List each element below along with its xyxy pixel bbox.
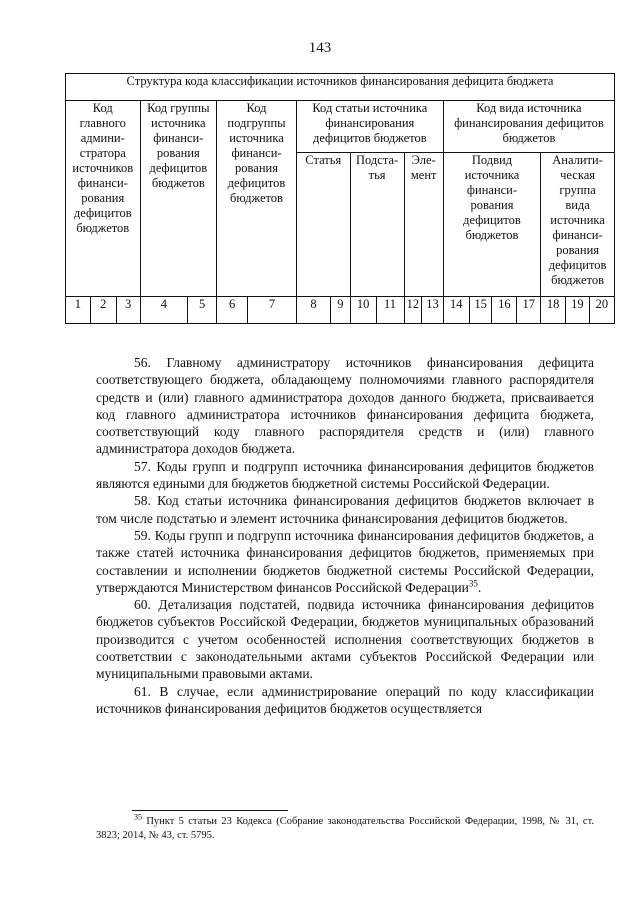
paragraph-58: 58. Код статьи источника финансирования дефицитов бюджетов включает в том числе подстатью и элемент источника финансирования дефицитов бюджетов. bbox=[96, 493, 594, 526]
column-number: 16 bbox=[492, 297, 517, 324]
subheader-article: Статья bbox=[296, 153, 350, 297]
header-admin-code: Код главного админи- стратора источников финанси- рования дефицитов бюджетов bbox=[66, 101, 141, 297]
column-number: 7 bbox=[248, 297, 297, 324]
column-number: 3 bbox=[116, 297, 140, 324]
footnote-separator bbox=[132, 810, 288, 811]
subheader-subarticle: Подста- тья bbox=[350, 153, 404, 297]
footnote-text: Пункт 5 статьи 23 Кодекса (Собрание законодательства Российской Федерации, 1998, № 31, ст. 3823; 2014, № 43, ст. 5795. bbox=[96, 816, 594, 841]
paragraph-60: 60. Детализация подстатей, подвида источника финансирования дефицитов бюджетов субъектов Российской Федерации, бюджетов муниципальных образований производится с учетом особенностей исполнения соответствующих бюджетов в соответствии с законодательными актами субъектов Российской Федерации или муниципальными правовыми актами. bbox=[96, 597, 594, 682]
column-number: 10 bbox=[350, 297, 376, 324]
column-number: 6 bbox=[217, 297, 248, 324]
paragraph-59-text: 59. Коды групп и подгрупп источника финансирования дефицитов бюджетов, а также статей источника финансирования дефицитов бюджетов, применяемых при составлении и исполнении бюджетов бюджетной системы Российской Федерации, утверждаются Министерством финансов Российской Федерации bbox=[96, 527, 594, 595]
footnote bbox=[96, 812, 594, 843]
column-number: 1 bbox=[66, 297, 91, 324]
column-number: 11 bbox=[376, 297, 404, 324]
footnote-marker: 35 bbox=[134, 812, 142, 822]
header-subgroup-code: Код подгруппы источника финанси- рования дефицитов бюджетов bbox=[217, 101, 297, 297]
column-number: 18 bbox=[541, 297, 566, 324]
column-number: 13 bbox=[422, 297, 444, 324]
paragraph-59-tail: . bbox=[477, 579, 482, 595]
column-number: 19 bbox=[565, 297, 589, 324]
column-number: 12 bbox=[404, 297, 422, 324]
column-number: 8 bbox=[296, 297, 330, 324]
paragraph-61: 61. В случае, если администрирование операций по коду классификации источников финансирования дефицитов бюджетов осуществляется bbox=[96, 683, 594, 716]
document-body bbox=[96, 354, 594, 717]
column-number: 5 bbox=[188, 297, 217, 324]
table-caption: Структура кода классификации источников финансирования дефицита бюджета bbox=[66, 74, 615, 101]
header-article-code: Код статьи источника финансирования дефицитов бюджетов bbox=[296, 101, 443, 153]
header-type-code: Код вида источника финансирования дефицитов бюджетов bbox=[443, 101, 614, 153]
subheader-analytic-group: Аналити- ческая группа вида источника финанси- рования дефицитов бюджетов bbox=[541, 153, 615, 297]
classification-structure-table bbox=[65, 73, 615, 324]
column-number: 14 bbox=[443, 297, 469, 324]
column-number: 2 bbox=[90, 297, 116, 324]
page-number: 143 bbox=[308, 40, 332, 56]
column-number: 20 bbox=[589, 297, 614, 324]
column-number: 17 bbox=[517, 297, 541, 324]
header-group-code: Код группы источника финанси- рования дефицитов бюджетов bbox=[140, 101, 217, 297]
subheader-element: Эле- мент bbox=[404, 153, 443, 297]
column-number: 15 bbox=[469, 297, 492, 324]
footnote-reference: 35 bbox=[468, 578, 478, 589]
column-number: 9 bbox=[331, 297, 351, 324]
subheader-subtype: Подвид источника финанси- рования дефицитов бюджетов bbox=[443, 153, 540, 297]
column-number: 4 bbox=[140, 297, 188, 324]
paragraph-57: 57. Коды групп и подгрупп источника финансирования дефицитов бюджетов являются едиными для бюджетов бюджетной системы Российской Федерации. bbox=[96, 458, 594, 492]
paragraph-56: 56. Главному администратору источников финансирования дефицита соответствующего бюджета, обладающему полномочиями главного распорядителя средств и (или) главного администратора доходов данного бюджета, присваивается код главного администратора источников финансирования дефицита бюджета, соответствующий коду главного распорядителя средств и (или) главного администратора доходов бюджета. bbox=[96, 355, 594, 457]
paragraph-59 bbox=[96, 527, 594, 596]
